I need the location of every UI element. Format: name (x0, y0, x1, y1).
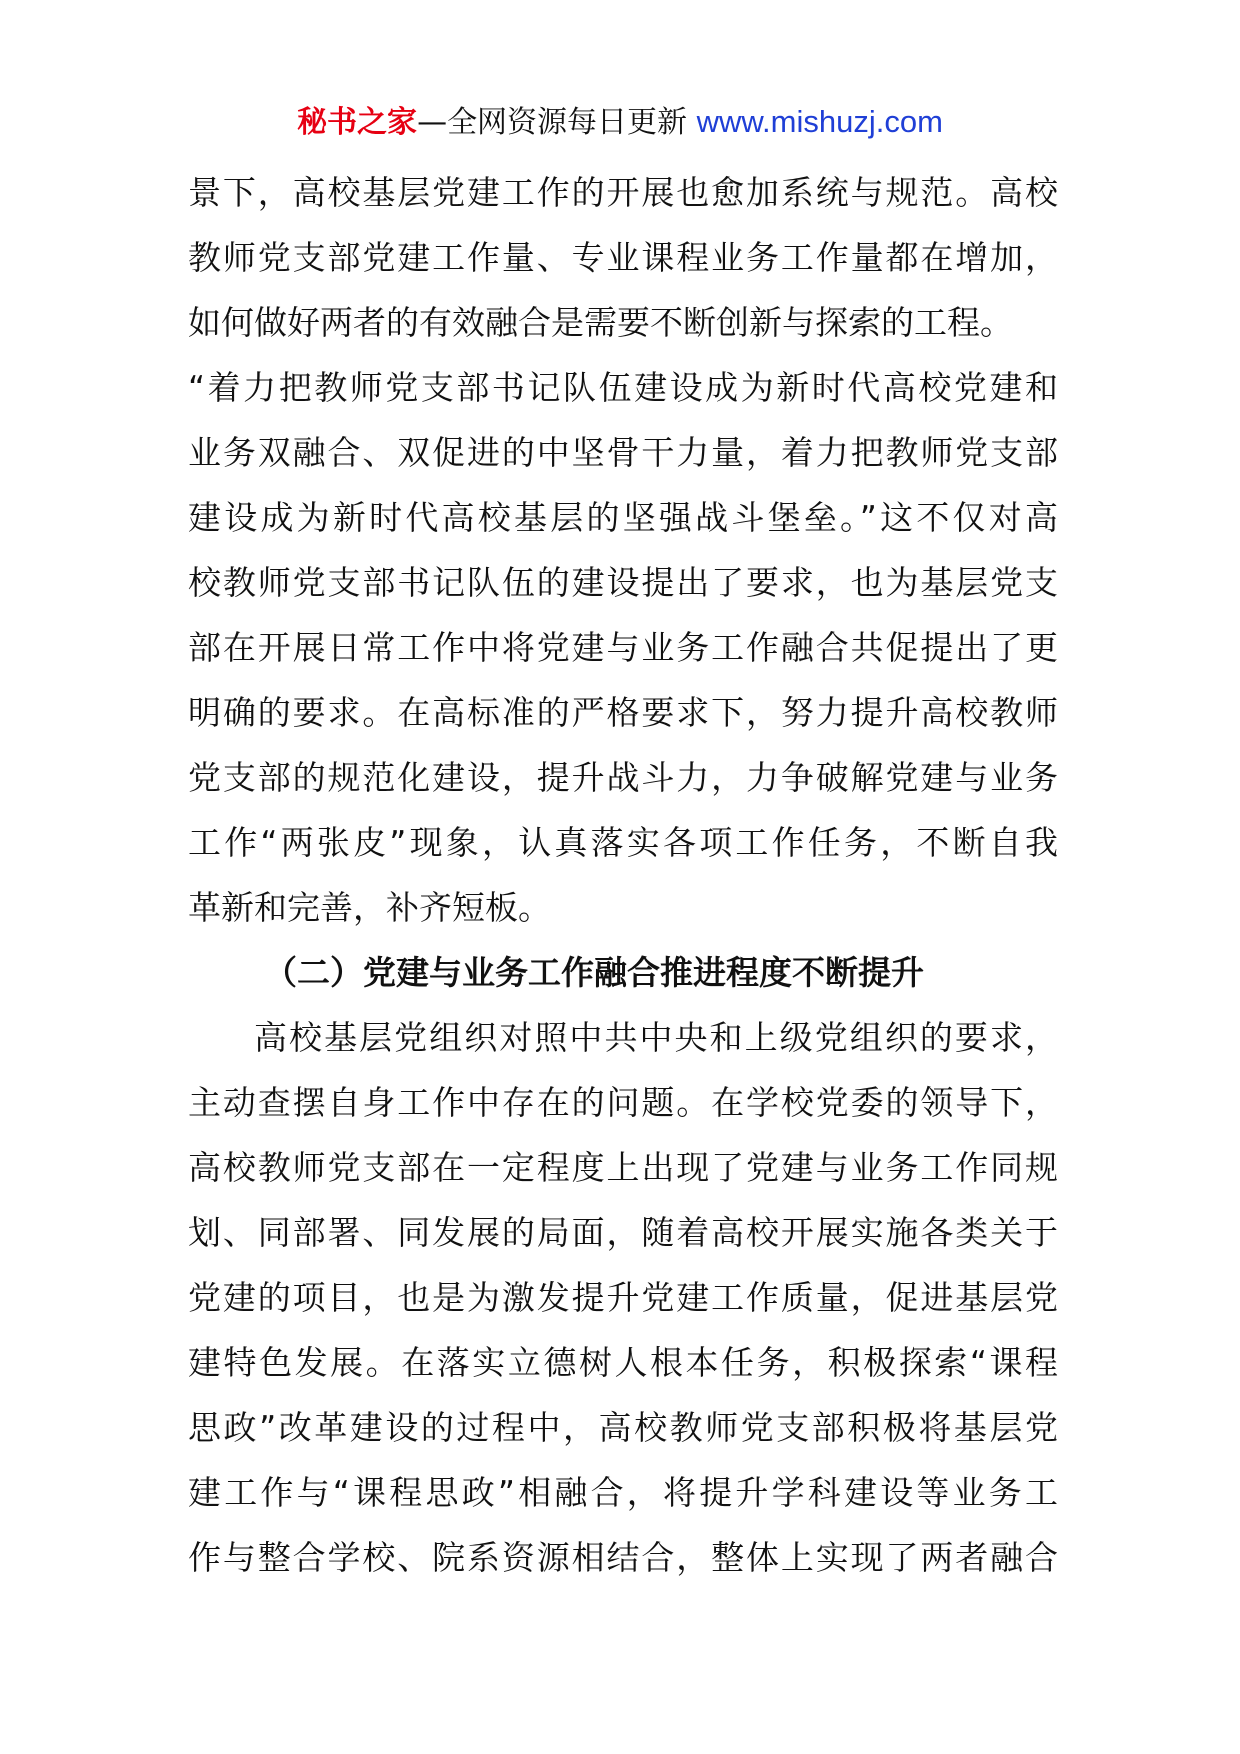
header-tagline: —全网资源每日更新 (417, 105, 697, 140)
paragraph-line: 景下，高校基层党建工作的开展也愈加系统与规范。高校 (188, 173, 1058, 212)
paragraph-line: 思政”改革建设的过程中，高校教师党支部积极将基层党 (188, 1408, 1058, 1447)
page-header (0, 100, 1240, 145)
header-url-link[interactable]: www.mishuzj.com (696, 104, 943, 139)
paragraph-line: 明确的要求。在高标准的严格要求下，努力提升高校教师 (188, 693, 1058, 732)
paragraph-line: 校教师党支部书记队伍的建设提出了要求，也为基层党支 (188, 563, 1058, 602)
paragraph-line: 建特色发展。在落实立德树人根本任务，积极探索“课程 (188, 1343, 1058, 1382)
paragraph-line: 划、同部署、同发展的局面，随着高校开展实施各类关于 (188, 1213, 1058, 1252)
header-brand: 秘书之家 (297, 105, 418, 140)
paragraph-line: 如何做好两者的有效融合是需要不断创新与探索的工程。 (188, 303, 1013, 342)
paragraph-line: 业务双融合、双促进的中坚骨干力量，着力把教师党支部 (188, 433, 1058, 472)
document-body (188, 160, 1058, 1590)
paragraph-line: 主动查摆自身工作中存在的问题。在学校党委的领导下， (188, 1083, 1058, 1122)
paragraph-line: 党建的项目，也是为激发提升党建工作质量，促进基层党 (188, 1278, 1058, 1317)
paragraph-line: 高校教师党支部在一定程度上出现了党建与业务工作同规 (188, 1148, 1058, 1187)
paragraph-line: “着力把教师党支部书记队伍建设成为新时代高校党建和 (188, 368, 1058, 407)
paragraph-line: 教师党支部党建工作量、专业课程业务工作量都在增加， (188, 238, 1058, 277)
section-heading: （二）党建与业务工作融合推进程度不断提升 (264, 953, 924, 992)
paragraph-line: 革新和完善，补齐短板。 (188, 888, 551, 927)
paragraph-line: 建工作与“课程思政”相融合，将提升学科建设等业务工 (188, 1473, 1058, 1512)
paragraph-line: 作与整合学校、院系资源相结合，整体上实现了两者融合 (188, 1538, 1058, 1577)
paragraph-line: 部在开展日常工作中将党建与业务工作融合共促提出了更 (188, 628, 1058, 667)
paragraph-line: 工作“两张皮”现象，认真落实各项工作任务，不断自我 (188, 823, 1058, 862)
paragraph-line: 建设成为新时代高校基层的坚强战斗堡垒。”这不仅对高 (188, 498, 1058, 537)
paragraph-line: 党支部的规范化建设，提升战斗力，力争破解党建与业务 (188, 758, 1058, 797)
paragraph-line: 高校基层党组织对照中共中央和上级党组织的要求， (254, 1018, 1058, 1057)
